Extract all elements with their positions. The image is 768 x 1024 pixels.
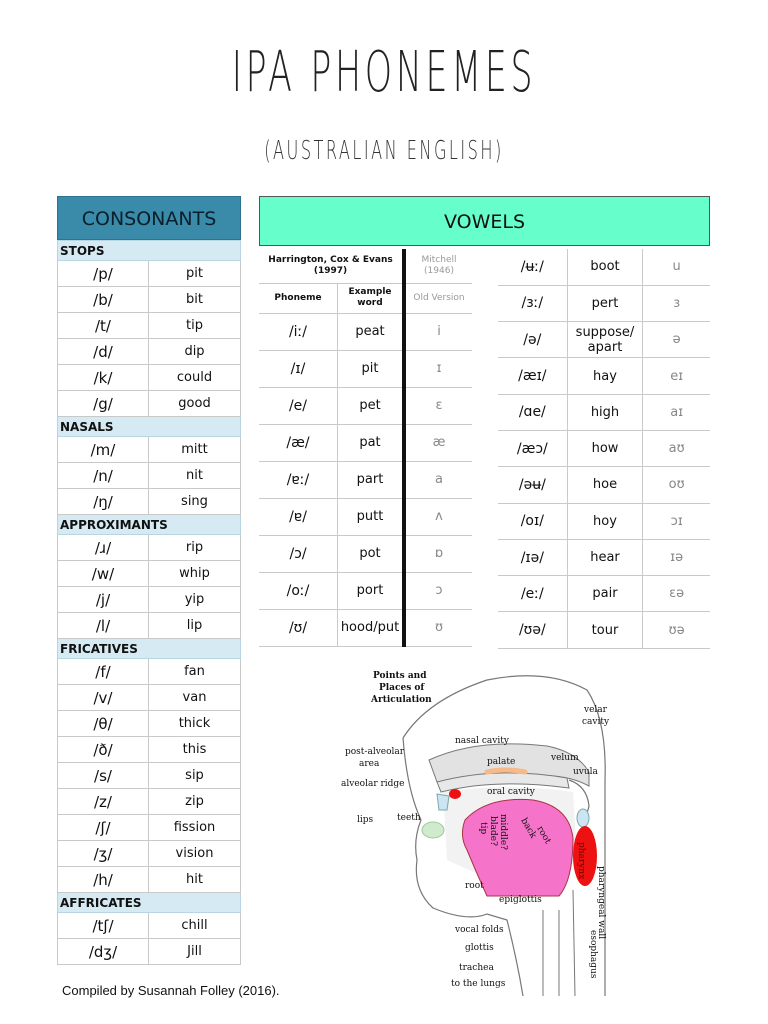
consonant-row (58, 815, 241, 841)
consonant-phoneme: /ð/ (58, 737, 149, 763)
vowel-old-version: ɪ (404, 350, 472, 387)
consonant-phoneme: /d/ (58, 339, 149, 365)
label-oral-cavity: oral cavity (487, 787, 535, 797)
vowel-phoneme: /ʉː/ (498, 249, 567, 285)
vowel-phoneme: /ʊ/ (259, 609, 338, 646)
consonant-example-word: sing (149, 489, 241, 515)
diagram-title-line-3: Articulation (371, 695, 432, 705)
consonant-example-word: yip (149, 587, 241, 613)
vowel-example-word: tour (567, 612, 643, 648)
vowel-phoneme: /ɪə/ (498, 539, 567, 575)
vowel-row (498, 249, 710, 285)
vowel-old-version: a (404, 461, 472, 498)
label-tip: tip (478, 822, 488, 835)
vowel-row (498, 322, 710, 358)
vowel-example-word: how (567, 430, 643, 466)
consonant-example-word: hit (149, 867, 241, 893)
consonant-example-word: could (149, 365, 241, 391)
label-middle: middle? (498, 814, 508, 850)
vowel-example-word: pot (338, 535, 405, 572)
vowel-old-version: aʊ (643, 430, 710, 466)
consonant-phoneme: /ʒ/ (58, 841, 149, 867)
page-subtitle: (AUSTRALIAN ENGLISH) (264, 136, 504, 166)
consonant-example-word: pit (149, 261, 241, 287)
consonant-phoneme: /k/ (58, 365, 149, 391)
consonant-row (58, 841, 241, 867)
consonant-example-word: good (149, 391, 241, 417)
consonant-row (58, 587, 241, 613)
vowel-phoneme: /ɔ/ (259, 535, 338, 572)
vowel-phoneme: /æɔ/ (498, 430, 567, 466)
vowel-phoneme: /əʉ/ (498, 467, 567, 503)
vowel-row (259, 313, 472, 350)
consonant-example-word: bit (149, 287, 241, 313)
label-glottis: glottis (465, 943, 494, 953)
consonant-phoneme: /dʒ/ (58, 939, 149, 965)
hce-header: Harrington, Cox & Evans (1997) (259, 249, 404, 283)
label-area: area (359, 759, 380, 769)
lower-teeth-shape (422, 822, 444, 838)
label-uvula: uvula (573, 767, 598, 777)
vowels-left-table (259, 249, 472, 647)
vowel-row (259, 424, 472, 461)
vowel-row (259, 387, 472, 424)
consonant-phoneme: /b/ (58, 287, 149, 313)
consonant-example-word: whip (149, 561, 241, 587)
consonants-heading: CONSONANTS (57, 196, 241, 240)
label-velar: velar (584, 705, 607, 715)
vowel-example-word: pert (567, 285, 643, 321)
vowel-old-version: u (643, 249, 710, 285)
label-pharynx: pharynx (576, 842, 586, 880)
consonant-category-row (58, 893, 241, 913)
consonant-phoneme: /t/ (58, 313, 149, 339)
vowel-phoneme: /e/ (259, 387, 338, 424)
vowel-old-version: ɔ (404, 572, 472, 609)
consonant-row (58, 867, 241, 893)
vowel-row (498, 503, 710, 539)
consonant-example-word: chill (149, 913, 241, 939)
vowel-example-word: hoy (567, 503, 643, 539)
consonant-category-label: FRICATIVES (58, 639, 241, 659)
vowels-heading: VOWELS (259, 196, 710, 246)
consonant-category-label: APPROXIMANTS (58, 515, 241, 535)
consonant-example-word: rip (149, 535, 241, 561)
articulation-diagram (337, 660, 615, 996)
label-alveolar-ridge: alveolar ridge (341, 779, 405, 789)
vowel-example-word: peat (338, 313, 405, 350)
vowel-phoneme: /ʊə/ (498, 612, 567, 648)
consonant-row (58, 939, 241, 965)
consonant-category-row (58, 417, 241, 437)
vowel-example-word: hear (567, 539, 643, 575)
vowel-row (498, 285, 710, 321)
label-to-the-lungs: to the lungs (451, 979, 506, 989)
vowel-example-word: pit (338, 350, 405, 387)
consonant-row (58, 737, 241, 763)
label-teeth: teeth (397, 813, 421, 823)
label-palate: palate (487, 757, 516, 767)
diagram-title-line-2: Places of (379, 683, 425, 693)
consonant-example-word: fan (149, 659, 241, 685)
consonant-example-word: thick (149, 711, 241, 737)
old-version-header: Old Version (404, 283, 472, 313)
consonant-row (58, 789, 241, 815)
vowel-row (498, 358, 710, 394)
consonant-phoneme: /m/ (58, 437, 149, 463)
vowel-row (498, 430, 710, 466)
label-lips: lips (357, 815, 374, 825)
consonant-row (58, 261, 241, 287)
vowel-example-word: pat (338, 424, 405, 461)
consonant-category-label: NASALS (58, 417, 241, 437)
consonant-example-word: zip (149, 789, 241, 815)
consonant-phoneme: /θ/ (58, 711, 149, 737)
uvula-shape (577, 809, 589, 827)
consonant-example-word: sip (149, 763, 241, 789)
vowel-row (259, 572, 472, 609)
label-back: back (518, 816, 538, 841)
vowel-phoneme: /eː/ (498, 576, 567, 612)
vowel-example-word: putt (338, 498, 405, 535)
consonant-phoneme: /ɹ/ (58, 535, 149, 561)
consonants-table (57, 240, 241, 965)
consonant-category-row (58, 241, 241, 261)
consonant-example-word: van (149, 685, 241, 711)
vowel-phoneme: /iː/ (259, 313, 338, 350)
consonant-row (58, 391, 241, 417)
vowel-row (259, 609, 472, 646)
vowel-old-version: oʊ (643, 467, 710, 503)
vowel-old-version: eɪ (643, 358, 710, 394)
alveolar-ridge-shape (449, 789, 461, 799)
palate-highlight (487, 770, 525, 772)
consonant-phoneme: /v/ (58, 685, 149, 711)
consonant-row (58, 313, 241, 339)
vowel-example-word: suppose/ apart (567, 322, 643, 358)
vowel-old-version: ɪə (643, 539, 710, 575)
vowel-old-version: ə (643, 322, 710, 358)
example-header: Example word (338, 283, 405, 313)
consonant-example-word: Jill (149, 939, 241, 965)
consonant-category-label: AFFRICATES (58, 893, 241, 913)
vowel-phoneme: /æ/ (259, 424, 338, 461)
vowel-phoneme: /ɐː/ (259, 461, 338, 498)
vowel-old-version: ɛ (404, 387, 472, 424)
consonant-row (58, 711, 241, 737)
vowel-old-version: ʌ (404, 498, 472, 535)
mitchell-header: Mitchell (1946) (404, 249, 472, 283)
consonant-phoneme: /h/ (58, 867, 149, 893)
vowel-old-version: ɒ (404, 535, 472, 572)
consonant-phoneme: /s/ (58, 763, 149, 789)
consonant-example-word: dip (149, 339, 241, 365)
consonant-phoneme: /j/ (58, 587, 149, 613)
vowel-row (259, 535, 472, 572)
consonant-row (58, 763, 241, 789)
consonant-row (58, 685, 241, 711)
consonant-phoneme: /ŋ/ (58, 489, 149, 515)
vowel-example-word: pet (338, 387, 405, 424)
vowels-right-table (498, 249, 710, 649)
consonant-phoneme: /f/ (58, 659, 149, 685)
vowel-row (259, 498, 472, 535)
consonant-row (58, 659, 241, 685)
consonant-row (58, 561, 241, 587)
vowel-phoneme: /ɪ/ (259, 350, 338, 387)
label-cavity: cavity (582, 717, 610, 727)
vowel-phoneme: /ə/ (498, 322, 567, 358)
consonant-category-row (58, 639, 241, 659)
consonant-phoneme: /g/ (58, 391, 149, 417)
phoneme-header: Phoneme (259, 283, 338, 313)
consonant-category-label: STOPS (58, 241, 241, 261)
consonant-row (58, 535, 241, 561)
vowel-phoneme: /æɪ/ (498, 358, 567, 394)
vowel-old-version: æ (404, 424, 472, 461)
consonant-example-word: lip (149, 613, 241, 639)
vowel-old-version: ɛə (643, 576, 710, 612)
label-velum: velum (551, 753, 579, 763)
consonant-phoneme: /ʃ/ (58, 815, 149, 841)
consonant-row (58, 463, 241, 489)
vowel-example-word: boot (567, 249, 643, 285)
label-nasal-cavity: nasal cavity (455, 736, 509, 746)
consonant-example-word: fission (149, 815, 241, 841)
consonant-phoneme: /p/ (58, 261, 149, 287)
consonant-example-word: vision (149, 841, 241, 867)
consonant-example-word: nit (149, 463, 241, 489)
vowel-old-version: ʊə (643, 612, 710, 648)
consonant-phoneme: /l/ (58, 613, 149, 639)
label-epiglottis: epiglottis (499, 895, 542, 905)
vowel-example-word: part (338, 461, 405, 498)
consonant-example-word: this (149, 737, 241, 763)
consonant-row (58, 489, 241, 515)
label-vocal-folds: vocal folds (455, 925, 504, 935)
page-title: IPA PHONEMES (231, 40, 537, 105)
vowel-example-word: pair (567, 576, 643, 612)
vowel-old-version: ʊ (404, 609, 472, 646)
consonant-row (58, 913, 241, 939)
consonant-row (58, 613, 241, 639)
diagram-title-line-1: Points and (373, 671, 427, 681)
consonant-row (58, 339, 241, 365)
consonant-phoneme: /w/ (58, 561, 149, 587)
vowel-example-word: hoe (567, 467, 643, 503)
consonant-row (58, 365, 241, 391)
vowel-phoneme: /ɜː/ (498, 285, 567, 321)
label-post-alveolar: post-alveolar (345, 747, 405, 757)
consonant-phoneme: /tʃ/ (58, 913, 149, 939)
vowel-example-word: port (338, 572, 405, 609)
vowel-old-version: ɜ (643, 285, 710, 321)
consonant-example-word: tip (149, 313, 241, 339)
vowel-row (498, 394, 710, 430)
label-trachea: trachea (459, 963, 494, 973)
vowel-old-version: i (404, 313, 472, 350)
vowel-phoneme: /ɐ/ (259, 498, 338, 535)
consonant-row (58, 287, 241, 313)
vowel-row (498, 576, 710, 612)
label-blade: blade? (488, 816, 498, 846)
vowel-example-word: hay (567, 358, 643, 394)
label-root-top: root (534, 824, 553, 846)
vowel-phoneme: /oː/ (259, 572, 338, 609)
upper-teeth-shape (437, 794, 449, 810)
label-esophagus: esophagus (588, 930, 598, 979)
vowel-phoneme: /ɑe/ (498, 394, 567, 430)
vowel-row (259, 461, 472, 498)
label-root: root (465, 881, 484, 891)
vowel-row (259, 350, 472, 387)
vowel-old-version: ɔɪ (643, 503, 710, 539)
consonant-example-word: mitt (149, 437, 241, 463)
vowel-row (498, 539, 710, 575)
vowel-row (498, 612, 710, 648)
consonant-row (58, 437, 241, 463)
vowel-row (498, 467, 710, 503)
vowel-phoneme: /oɪ/ (498, 503, 567, 539)
label-pharyngeal-wall: pharyngeal wall (596, 866, 606, 940)
consonant-phoneme: /n/ (58, 463, 149, 489)
vowel-example-word: hood/put (338, 609, 405, 646)
consonant-category-row (58, 515, 241, 535)
vowel-old-version: aɪ (643, 394, 710, 430)
consonant-phoneme: /z/ (58, 789, 149, 815)
footer-credit: Compiled by Susannah Folley (2016). (62, 983, 280, 998)
vowel-example-word: high (567, 394, 643, 430)
